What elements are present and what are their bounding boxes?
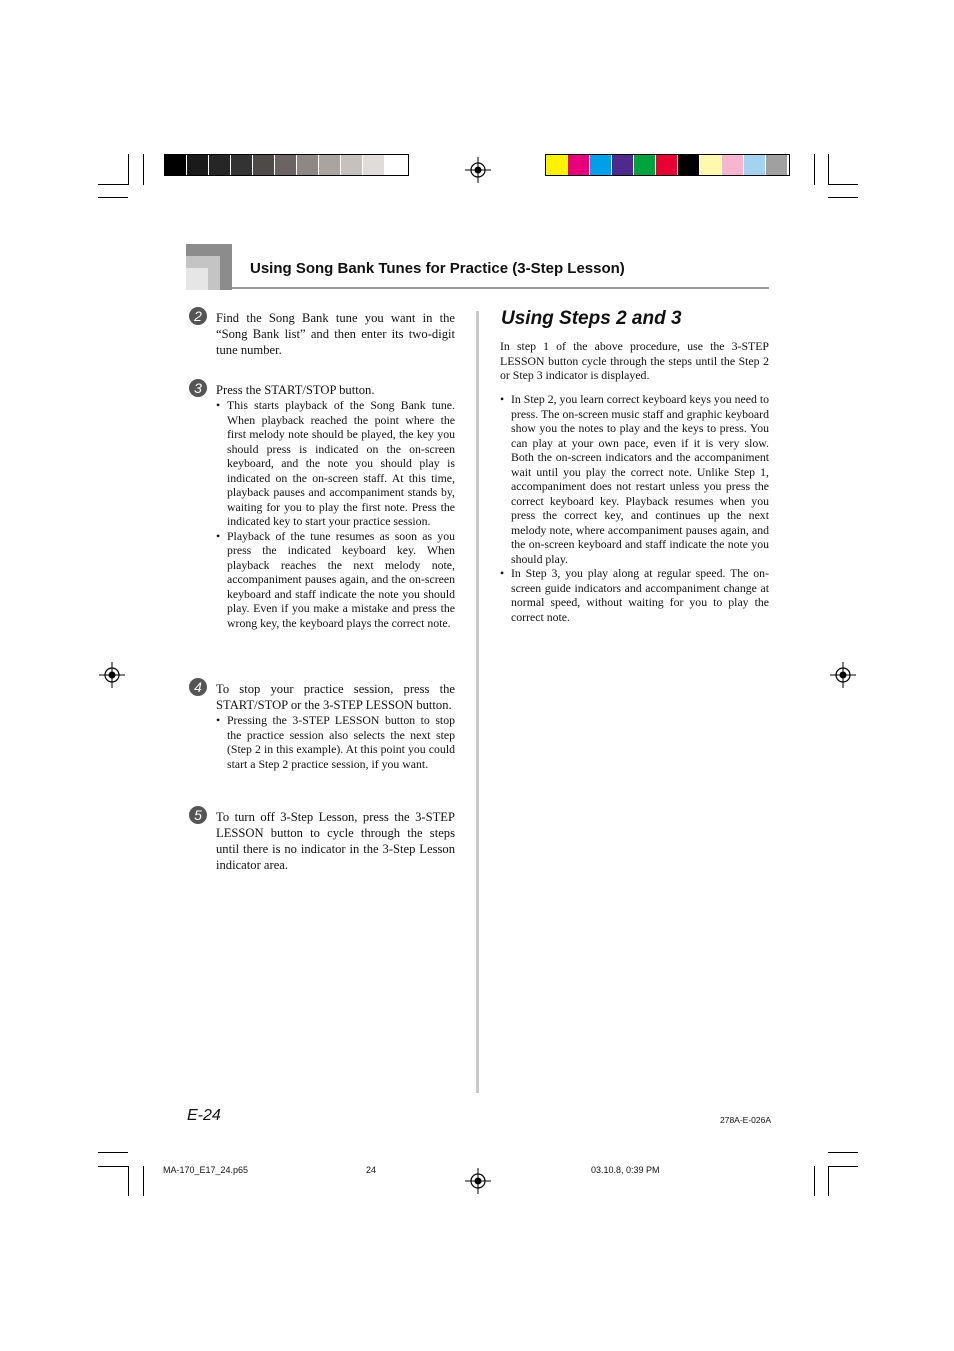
gray-swatch (253, 155, 274, 175)
registration-mark-icon (830, 662, 856, 688)
step-4-bullets (216, 713, 455, 771)
column-divider (476, 311, 479, 1093)
step-5-icon: 5 (189, 806, 207, 824)
color-swatch (612, 155, 633, 175)
slug-timestamp: 03.10.8, 0:39 PM (591, 1165, 660, 1175)
registration-mark-icon (465, 1168, 491, 1194)
intro-paragraph: In step 1 of the above procedure, use the 3-STEP LESSON button cycle through the steps until the Step 2 or Step 3 indicator is displayed. (500, 339, 769, 382)
step-2-text: Find the Song Bank tune you want in the “Song Bank list” and then enter its two-digit tune number. (216, 311, 455, 357)
step-3-bullets (216, 398, 455, 630)
gray-swatch (319, 155, 340, 175)
section-title: Using Song Bank Tunes for Practice (3-Step Lesson) (250, 260, 625, 277)
step-4-text: To stop your practice session, press the START/STOP or the 3-STEP LESSON button. (216, 682, 455, 712)
color-swatch (590, 155, 611, 175)
color-swatch (678, 155, 699, 175)
color-swatch (568, 155, 589, 175)
list-item: • This starts playback of the Song Bank tune. When playback reached the point where the first melody note should be played, the key you should press is indicated on the on-screen keyboard, and the note you should play is indicated on the on-screen staff. At this time, playback pauses and accompaniment stands by, waiting for you to play the first note. Press the indicated key to start your practice session. (216, 398, 455, 529)
color-swatch (722, 155, 743, 175)
gray-swatch (275, 155, 296, 175)
section-header-graphic (186, 244, 232, 290)
gray-swatch (297, 155, 318, 175)
step-2-icon: 2 (189, 307, 207, 325)
list-item: • Pressing the 3-STEP LESSON button to stop the practice session also selects the next step (Step 2 in this example). At this point you could start a Step 2 practice session, if you want. (216, 713, 455, 771)
registration-mark-icon (99, 662, 125, 688)
gray-swatch (363, 155, 384, 175)
step-3-icon: 3 (189, 379, 207, 397)
page-number: E-24 (187, 1107, 221, 1124)
color-swatch (700, 155, 721, 175)
steps-bullets (500, 392, 769, 624)
list-item: • In Step 2, you learn correct keyboard keys you need to press. The on-screen music staff and graphic keyboard show you the notes to play and the keys to press. You can play at your own pace, even if it is very slow. Both the on-screen indicators and the accompaniment wait until you play the correct note. Unlike Step 1, accompaniment does not restart unless you press the correct keyboard key. Playback resumes when you press the correct key, and continues up the next melody note, where accompaniment pauses again, and the on-screen keyboard and staff indicate the note you should play. (500, 392, 769, 566)
color-swatch (656, 155, 677, 175)
color-swatch (744, 155, 765, 175)
step-3-text: Press the START/STOP button. (216, 383, 375, 397)
section-rule (232, 287, 769, 289)
subsection-heading: Using Steps 2 and 3 (501, 308, 682, 329)
color-swatch (634, 155, 655, 175)
gray-swatch (209, 155, 230, 175)
gray-swatch (187, 155, 208, 175)
gray-swatch (385, 155, 406, 175)
gray-swatch (341, 155, 362, 175)
color-swatch (766, 155, 787, 175)
list-item: • Playback of the tune resumes as soon as you press the indicated keyboard key. When playback reaches the next melody note, accompaniment pauses again, and the on-screen keyboard and staff indicate the note you should play. Even if you make a mistake and press the wrong key, the keyboard plays the correct note. (216, 529, 455, 631)
slug-file-name: MA-170_E17_24.p65 (163, 1165, 249, 1175)
step-4-icon: 4 (189, 678, 207, 696)
list-item: • In Step 3, you play along at regular speed. The on-screen guide indicators and accompaniment change at normal speed, without waiting for you to play the correct note. (500, 566, 769, 624)
color-swatch (546, 155, 567, 175)
document-code: 278A-E-026A (720, 1115, 772, 1125)
step-5-text: To turn off 3-Step Lesson, press the 3-STEP LESSON button to cycle through the steps until there is no indicator in the 3-Step Lesson indicator area. (216, 810, 455, 872)
gray-swatch (231, 155, 252, 175)
gray-swatch (165, 155, 186, 175)
registration-mark-icon (465, 157, 491, 183)
slug-sheet-number: 24 (366, 1165, 377, 1175)
